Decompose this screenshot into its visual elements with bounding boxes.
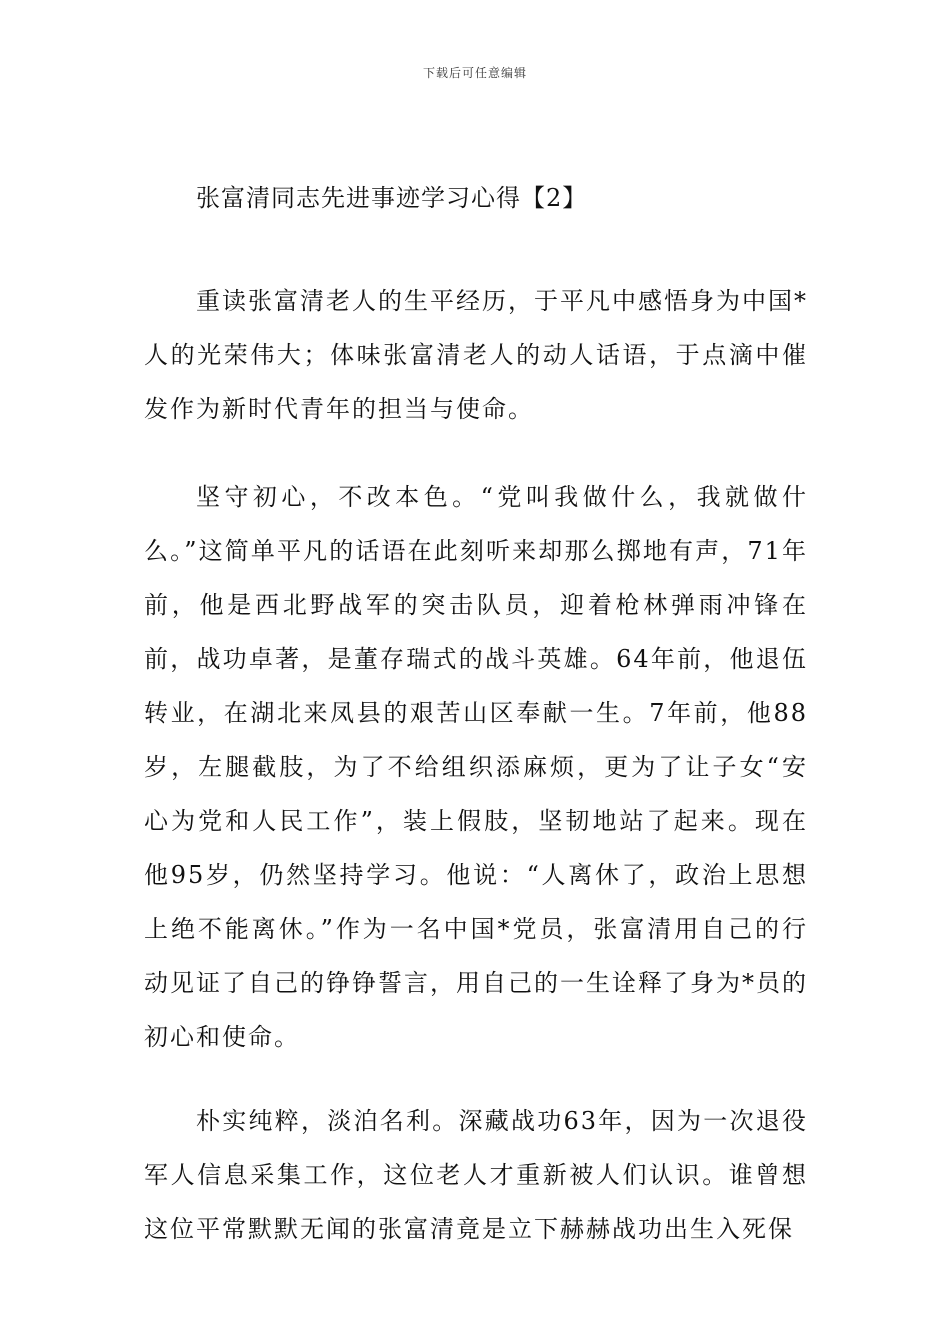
page-header: 下载后可任意编辑 [422, 66, 527, 80]
paragraph-3: 朴实纯粹，淡泊名利。深藏战功63年，因为一次退役军人信息采集工作，这位老人才重新被人们认识。谁曾想这位平常默默无闻的张富清竟是立下赫赫战功出生入死保 [144, 1107, 808, 1243]
paragraph-3-block [144, 1094, 808, 1256]
document-title: 张富清同志先进事迹学习心得【2】 [196, 184, 588, 212]
paragraph-2: 坚守初心，不改本色。“党叫我做什么，我就做什么。”这简单平凡的话语在此刻听来却那么掷地有声，71年前，他是西北野战军的突击队员，迎着枪林弹雨冲锋在前，战功卓著，是董存瑞式的战斗英雄。64年前，他退伍转业，在湖北来凤县的艰苦山区奉献一生。7年前，他88岁，左腿截肢，为了不给组织添麻烦，更为了让子女“安心为党和人民工作”，装上假肢，坚韧地站了起来。现在他95岁，仍然坚持学习。他说：“人离休了，政治上思想上绝不能离休。”作为一名中国*党员，张富清用自己的行动见证了自己的铮铮誓言，用自己的一生诠释了身为*员的初心和使命。 [144, 483, 808, 1051]
paragraph-1: 重读张富清老人的生平经历，于平凡中感悟身为中国*人的光荣伟大；体味张富清老人的动人话语，于点滴中催发作为新时代青年的担当与使命。 [144, 287, 808, 423]
paragraph-1-block [144, 274, 808, 436]
paragraph-2-block [144, 470, 808, 1064]
